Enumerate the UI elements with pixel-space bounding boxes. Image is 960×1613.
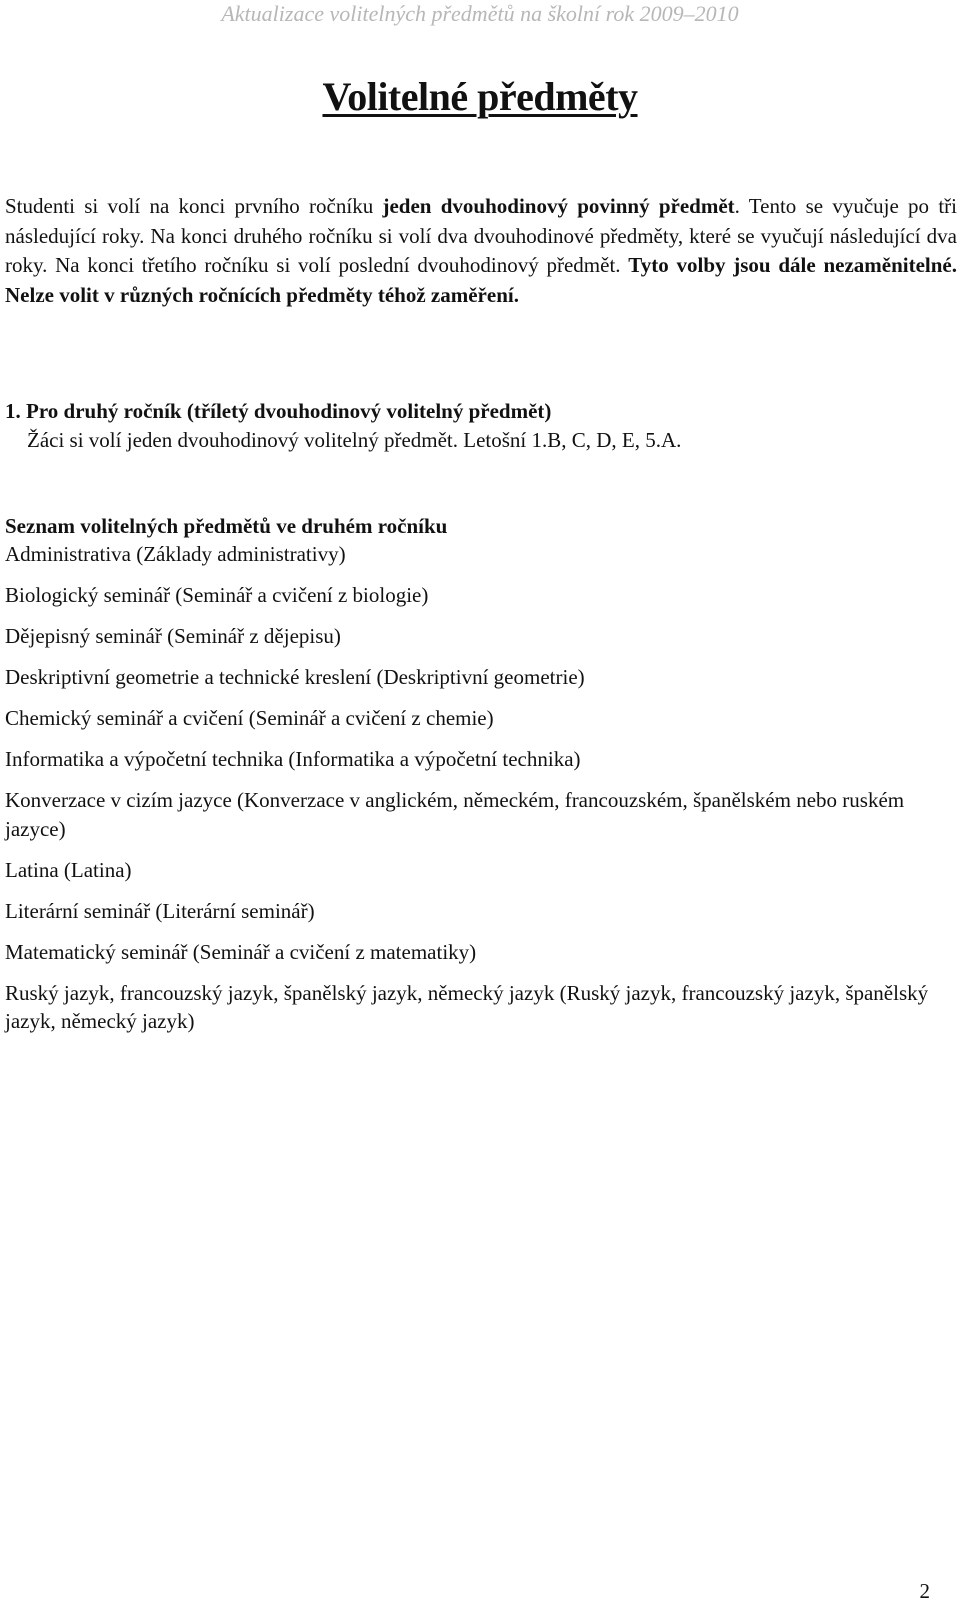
section-heading: 1. Pro druhý ročník (tříletý dvouhodinový volitelný předmět): [5, 399, 552, 423]
page-title-text: Volitelné předměty: [322, 74, 638, 119]
list-item: Ruský jazyk, francouzský jazyk, španělský jazyk, německý jazyk (Ruský jazyk, francouzský jazyk, španělský jazyk, německý jazyk): [5, 980, 929, 1033]
subject-list: [5, 540, 940, 1048]
list-item: Biologický seminář (Seminář a cvičení z biologie): [5, 583, 429, 607]
page-number: 2: [919, 1579, 930, 1603]
intro-bold-1: jeden dvouhodinový povinný předmět: [382, 194, 735, 218]
list-item: Administrativa (Základy administrativy): [5, 542, 346, 566]
page-title: [0, 72, 960, 122]
subject-list-title: Seznam volitelných předmětů ve druhém ročníku: [5, 514, 448, 538]
intro-text-1: Studenti si volí na konci prvního ročníku: [5, 194, 383, 218]
intro-bold-2: Tyto volby jsou dále nezaměnitelné. Nelze volit v různých ročnících předměty téhož zaměření.: [5, 253, 957, 307]
list-item: Dějepisný seminář (Seminář z dějepisu): [5, 624, 341, 648]
list-item: Matematický seminář (Seminář a cvičení z matematiky): [5, 939, 477, 964]
list-item: Literární seminář (Literární seminář): [5, 898, 315, 923]
list-item: Informatika a výpočetní technika (Informatika a výpočetní technika): [5, 747, 581, 771]
list-item: Latina (Latina): [5, 857, 132, 882]
running-header: Aktualizace volitelných předmětů na školní rok 2009–2010: [221, 1, 739, 26]
section-second-year: [5, 397, 957, 455]
list-item: Chemický seminář a cvičení (Seminář a cvičení z chemie): [5, 706, 494, 730]
intro-text-2: . Tento se vyučuje po tři následující roky. Na konci druhého ročníku si volí dva dvouhodinové předměty, které se vyučují následující dva roky. Na konci třetího ročníku si volí poslední dvouhodinový předmět.: [5, 194, 957, 277]
section-text: Žáci si volí jeden dvouhodinový volitelný předmět. Letošní 1.B, C, D, E, 5.A.: [27, 428, 682, 452]
list-item: Deskriptivní geometrie a technické kreslení (Deskriptivní geometrie): [5, 665, 585, 689]
list-item: Konverzace v cizím jazyce (Konverzace v anglickém, německém, francouzském, španělském nebo ruském jazyce): [5, 788, 905, 841]
intro-paragraph: [5, 192, 957, 310]
